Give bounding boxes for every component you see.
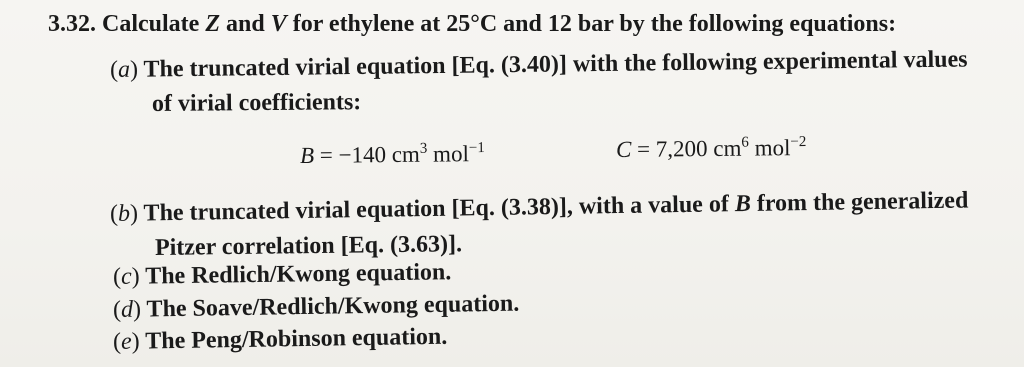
part-a-label: a <box>117 56 131 83</box>
part-e-label: e <box>120 328 132 355</box>
problem-statement <box>48 10 896 38</box>
part-b-line2: Pitzer correlation [Eq. (3.63)]. <box>154 231 463 261</box>
equation-c: C = 7,200 $cm^6$ mol$^{-2}$ <box>615 134 807 162</box>
part-c: (c) The Redlich/Kwong equation. <box>112 259 452 290</box>
part-b-label: b <box>117 200 131 227</box>
problem-number: 3.32. <box>48 11 96 37</box>
part-e: (e) The Peng/Robinson equation. <box>112 323 448 355</box>
part-a-line1: (a) The truncated virial equation [Eq. (3.40)] with the following experimental values <box>109 46 968 83</box>
part-a-line2: of virial coefficients: <box>151 89 362 117</box>
part-d: (d) The Soave/Redlich/Kwong equation. <box>112 290 520 323</box>
equation-b: B = −140 $cm^3$ mol$^{-1}$ <box>299 140 485 168</box>
problem-intro: Calculate Z and V for ethylene at 25°C and 12 bar by the following equations: <box>102 11 897 37</box>
part-c-label: c <box>120 263 132 290</box>
part-b-line1: (b) The truncated virial equation [Eq. (3.38)], with a value of B from the generalized <box>109 187 969 227</box>
part-d-label: d <box>120 296 134 323</box>
